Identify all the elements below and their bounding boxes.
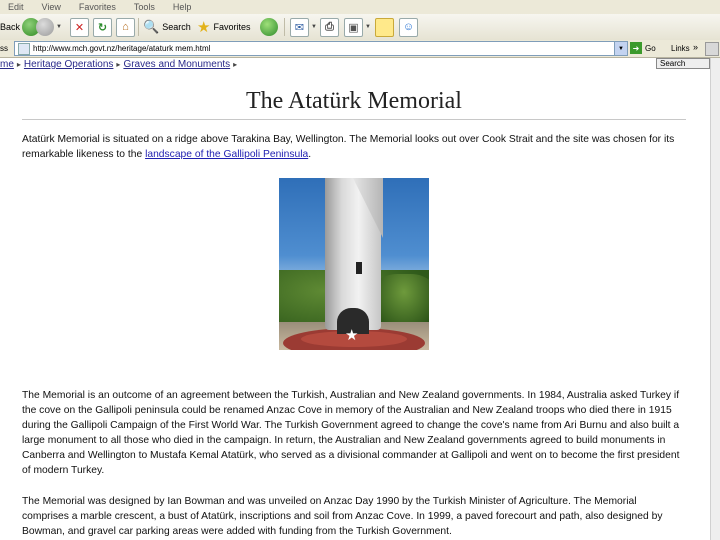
- home-button[interactable]: [116, 17, 135, 37]
- intro-end: .: [308, 149, 312, 160]
- search-icon: 🔍: [143, 19, 160, 34]
- photo-monument-window: [356, 262, 362, 274]
- menu-view[interactable]: View: [41, 2, 61, 12]
- mail-dropdown-icon[interactable]: ▼: [311, 24, 317, 30]
- home-icon: ⌂: [116, 18, 135, 37]
- messenger-icon: ☺: [399, 18, 418, 37]
- design-paragraph: The Memorial was designed by Ian Bowman and was unveiled on Anzac Day 1990 by the Turkish Minister of Agriculture. The Memorial comprises a marble crescent, a bust of Atatürk, inscriptions and soil from Anzac Cove. In 1999, a paved forecourt and path, also designed by Bowman, and gravel car parking areas were added with funding from the Turkish Government.: [22, 496, 663, 537]
- page-content: [0, 58, 710, 540]
- address-dropdown-icon[interactable]: ▼: [614, 42, 627, 55]
- edit-dropdown-icon[interactable]: ▼: [365, 24, 371, 30]
- refresh-button[interactable]: [93, 17, 112, 37]
- photo-star-icon: ★: [345, 327, 359, 344]
- breadcrumb-separator: ▸: [16, 60, 21, 69]
- agreement-paragraph: The Memorial is an outcome of an agreement between the Turkish, Australian and New Zealand governments. In 1984, Australia asked Turkey if the cove on the Gallipoli peninsula could be renamed Anzac Cove in memory of the Australian and New Zealand troops who died there in 1915 during the Gallipoli Campaign of the First World War. The Turkish Government agreed to change the cove's name from Ari Burnu and also built a large monument to all those who died in the campaign. In return, the Australian and New Zealand governments agreed to build monuments in Canberra and Wellington to Mustafa Kemal Atatürk, who served as a divisional commander at Gallipoli and went on to become the first president of modern Turkey.: [22, 390, 680, 476]
- go-button[interactable]: [630, 42, 656, 54]
- breadcrumb-graves-monuments-link[interactable]: Graves and Monuments: [123, 59, 231, 70]
- search-label: Search: [162, 22, 191, 32]
- title-divider: [22, 119, 686, 120]
- menu-favorites[interactable]: Favorites: [78, 2, 116, 12]
- page-icon: [18, 43, 30, 55]
- mail-icon: ✉: [290, 18, 309, 37]
- address-bar: [0, 40, 720, 58]
- menu-tools[interactable]: Tools: [133, 2, 155, 12]
- breadcrumb-separator: ▸: [116, 60, 121, 69]
- discuss-button[interactable]: [375, 17, 394, 37]
- vertical-scrollbar[interactable]: [710, 58, 720, 540]
- favorites-label: Favorites: [213, 22, 251, 32]
- page-title: The Atatürk Memorial: [246, 88, 462, 114]
- media-button[interactable]: [260, 17, 278, 37]
- intro-text: Atatürk Memorial is situated on a ridge above Tarakina Bay, Wellington. The Memorial looks out over Cook Strait and the site was chosen for its remarkable likeness to the: [22, 134, 675, 160]
- menu-bar: [0, 0, 720, 14]
- edit-button[interactable]: [344, 17, 371, 37]
- media-icon: [260, 18, 278, 36]
- go-label: Go: [645, 43, 656, 53]
- print-button[interactable]: [320, 17, 339, 37]
- gallipoli-landscape-link[interactable]: landscape of the Gallipoli Peninsula: [145, 149, 309, 160]
- print-icon: ⎙: [320, 18, 339, 37]
- toolbar-separator: [138, 18, 139, 36]
- breadcrumb-separator: ▸: [233, 60, 238, 69]
- search-button[interactable]: [143, 17, 191, 37]
- edit-page-icon: ▣: [344, 18, 363, 37]
- memorial-photo: [279, 178, 429, 350]
- menu-help[interactable]: Help: [172, 2, 192, 12]
- mail-button[interactable]: [290, 17, 317, 37]
- breadcrumb-home-link[interactable]: me: [0, 59, 14, 70]
- links-chevron-icon[interactable]: »: [693, 42, 699, 52]
- favorites-star-icon: ★: [197, 19, 211, 36]
- links-button[interactable]: Links: [671, 44, 690, 53]
- favorites-button[interactable]: [197, 17, 250, 37]
- forward-dropdown-icon[interactable]: ▼: [56, 24, 62, 30]
- url-input[interactable]: [33, 44, 613, 53]
- back-label: Back: [0, 22, 21, 32]
- discuss-icon: [375, 18, 394, 37]
- address-field[interactable]: [14, 41, 628, 56]
- breadcrumb: [0, 59, 240, 70]
- toolbar: [0, 14, 720, 41]
- forward-button[interactable]: [36, 17, 62, 37]
- address-label: ss: [0, 44, 8, 53]
- intro-paragraph: [22, 132, 686, 162]
- stop-button[interactable]: [70, 17, 89, 37]
- messenger-button[interactable]: [399, 17, 418, 37]
- menu-edit[interactable]: Edit: [8, 2, 24, 12]
- site-search-button[interactable]: Search: [656, 58, 710, 69]
- refresh-icon: ↻: [93, 18, 112, 37]
- toolbar-overflow-icon[interactable]: [705, 42, 719, 56]
- toolbar-separator: [284, 18, 285, 36]
- forward-arrow-icon: [36, 18, 54, 36]
- breadcrumb-heritage-operations-link[interactable]: Heritage Operations: [23, 59, 114, 70]
- stop-icon: ✕: [70, 18, 89, 37]
- go-arrow-icon: ➜: [630, 42, 642, 54]
